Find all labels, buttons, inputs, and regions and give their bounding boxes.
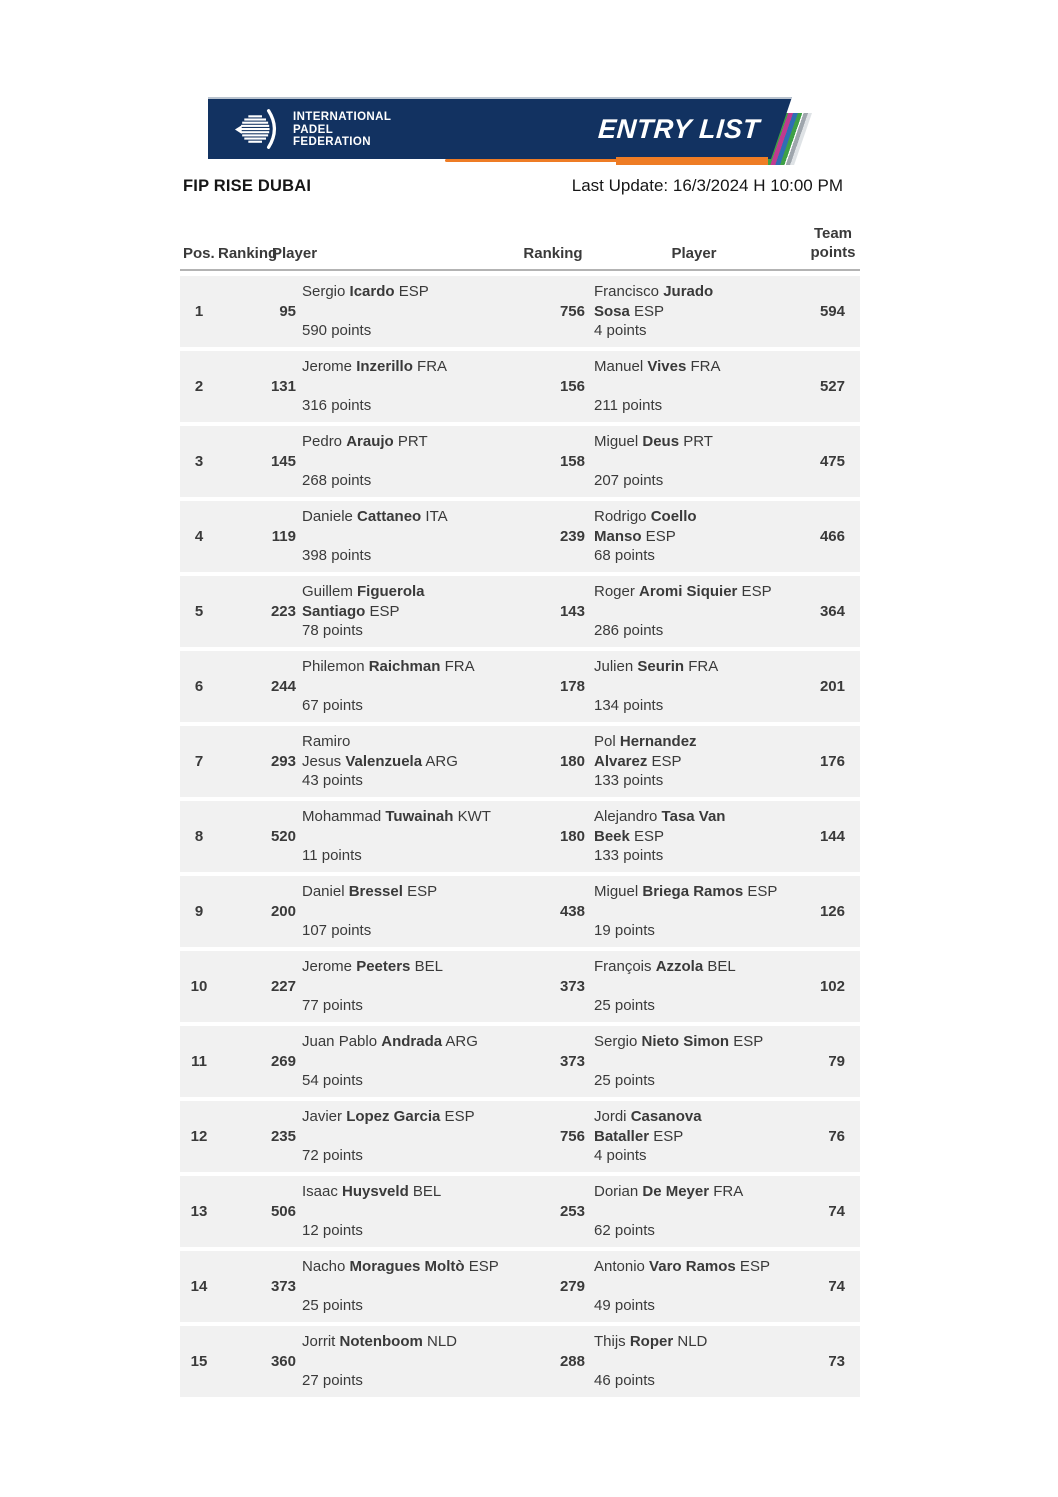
ranking-cell-1: 373 [270, 1278, 296, 1295]
header-banner [208, 97, 818, 169]
ranking-cell-2: 756 [559, 303, 585, 320]
player-cell-2 [588, 876, 800, 947]
player-name-line: Sergio Icardo ESP [302, 283, 429, 300]
team-points-cell: 74 [828, 1203, 845, 1220]
ranking-cell-2: 178 [559, 678, 585, 695]
player-name-1 [302, 657, 514, 677]
player-name-line: Miguel Briega Ramos ESP [594, 883, 778, 900]
ipf-logo-text [293, 111, 391, 149]
player-name-2 [594, 732, 796, 772]
column-header-pos: Pos. [183, 245, 215, 262]
ranking-cell-1: 235 [270, 1128, 296, 1145]
player-name-line: Jesus Valenzuela ARG [302, 753, 458, 770]
ranking-cell-2: 373 [559, 978, 585, 995]
player-cell-2 [588, 576, 800, 647]
player-cell-1 [296, 1026, 518, 1097]
column-header-ranking1: Ranking [218, 245, 278, 262]
player-name-line: Ramiro [302, 733, 351, 750]
player-name-line: Philemon Raichman FRA [302, 658, 475, 675]
player-points-1: 78 points [302, 622, 363, 639]
player-points-1: 25 points [302, 1297, 363, 1314]
table-row [180, 876, 860, 947]
player-name-2 [594, 582, 796, 602]
player-name-line: Julien Seurin FRA [594, 658, 719, 675]
team-points-cell: 201 [819, 678, 845, 695]
player-cell-1 [296, 951, 518, 1022]
player-name-2 [594, 1107, 796, 1147]
player-name-line: François Azzola BEL [594, 958, 736, 975]
player-points-1: 54 points [302, 1072, 363, 1089]
table-row [180, 801, 860, 872]
player-cell-2 [588, 1176, 800, 1247]
player-points-1: 107 points [302, 922, 372, 939]
player-cell-2 [588, 1026, 800, 1097]
player-points-2: 133 points [594, 847, 664, 864]
player-cell-2 [588, 1101, 800, 1172]
player-points-1: 590 points [302, 322, 372, 339]
player-name-1 [302, 882, 514, 902]
team-points-cell: 73 [828, 1353, 845, 1370]
player-cell-1 [296, 576, 518, 647]
player-name-2 [594, 1257, 796, 1277]
team-points-cell: 144 [819, 828, 845, 845]
position-cell: 6 [194, 678, 204, 695]
ranking-cell-2: 158 [559, 453, 585, 470]
player-points-2: 134 points [594, 697, 664, 714]
position-cell: 10 [190, 978, 208, 995]
team-points-cell: 126 [819, 903, 845, 920]
player-cell-1 [296, 1326, 518, 1397]
position-cell: 8 [194, 828, 204, 845]
table-header-row [180, 224, 860, 271]
table-row [180, 1026, 860, 1097]
player-name-line: Juan Pablo Andrada ARG [302, 1033, 478, 1050]
table-row [180, 276, 860, 347]
player-name-1 [302, 357, 514, 377]
player-name-line: Isaac Huysveld BEL [302, 1183, 442, 1200]
table-row [180, 726, 860, 797]
ranking-cell-2: 279 [559, 1278, 585, 1295]
table-row [180, 651, 860, 722]
player-name-2 [594, 1332, 796, 1352]
ipf-logo [234, 105, 391, 155]
ranking-cell-1: 269 [270, 1053, 296, 1070]
player-points-1: 77 points [302, 997, 363, 1014]
ranking-cell-1: 119 [271, 528, 296, 545]
player-name-1 [302, 282, 514, 302]
player-cell-1 [296, 276, 518, 347]
position-cell: 11 [191, 1053, 207, 1070]
logo-line-1: INTERNATIONAL [293, 111, 392, 124]
ranking-cell-2: 288 [559, 1353, 585, 1370]
player-name-line: Bataller ESP [594, 1128, 684, 1145]
ranking-cell-2: 438 [559, 903, 585, 920]
banner-underline-thick [616, 157, 768, 165]
player-name-line: Alvarez ESP [594, 753, 682, 770]
team-points-cell: 527 [819, 378, 845, 395]
position-cell: 14 [190, 1278, 208, 1295]
team-points-cell: 364 [819, 603, 845, 620]
player-name-2 [594, 1182, 796, 1202]
player-name-1 [302, 1332, 514, 1352]
player-points-2: 46 points [594, 1372, 655, 1389]
column-header-team-points: Team points [810, 225, 856, 261]
player-name-2 [594, 507, 796, 547]
entry-list-label: ENTRY LIST [597, 114, 761, 144]
ranking-cell-1: 223 [270, 603, 296, 620]
team-points-cell: 475 [819, 453, 845, 470]
player-points-2: 4 points [594, 322, 647, 339]
player-name-1 [302, 957, 514, 977]
team-points-cell: 79 [828, 1053, 845, 1070]
player-name-line: Roger Aromi Siquier ESP [594, 583, 772, 600]
ranking-cell-2: 180 [559, 828, 585, 845]
player-points-2: 4 points [594, 1147, 647, 1164]
player-points-1: 11 points [302, 847, 362, 864]
ranking-cell-2: 373 [559, 1053, 585, 1070]
logo-line-3: FEDERATION [293, 136, 371, 149]
player-name-2 [594, 357, 796, 377]
ranking-cell-1: 200 [270, 903, 296, 920]
player-name-line: Dorian De Meyer FRA [594, 1183, 744, 1200]
player-points-2: 211 points [594, 397, 663, 414]
player-name-line: Jordi Casanova [594, 1108, 702, 1125]
player-cell-1 [296, 1251, 518, 1322]
table-row [180, 951, 860, 1022]
table-row [180, 501, 860, 572]
padel-ball-icon [234, 105, 284, 155]
player-cell-1 [296, 351, 518, 422]
entry-table [180, 224, 860, 1401]
team-points-cell: 76 [828, 1128, 845, 1145]
banner-underline-thin [445, 159, 618, 162]
player-points-2: 133 points [594, 772, 664, 789]
ranking-cell-2: 143 [559, 603, 585, 620]
player-cell-1 [296, 1101, 518, 1172]
table-row [180, 351, 860, 422]
player-name-line: Javier Lopez Garcia ESP [302, 1108, 475, 1125]
player-name-line: Alejandro Tasa Van [594, 808, 726, 825]
player-points-2: 25 points [594, 997, 655, 1014]
player-name-line: Daniele Cattaneo ITA [302, 508, 448, 525]
ranking-cell-2: 156 [559, 378, 585, 395]
player-name-1 [302, 807, 514, 827]
ranking-cell-1: 131 [270, 378, 296, 395]
position-cell: 2 [194, 378, 204, 395]
team-points-cell: 176 [819, 753, 845, 770]
ranking-cell-2: 180 [559, 753, 585, 770]
player-points-1: 67 points [302, 697, 363, 714]
ranking-cell-1: 506 [270, 1203, 296, 1220]
ranking-cell-2: 756 [559, 1128, 585, 1145]
player-name-2 [594, 957, 796, 977]
position-cell: 13 [190, 1203, 208, 1220]
ranking-cell-1: 293 [270, 753, 296, 770]
position-cell: 9 [194, 903, 204, 920]
player-points-2: 62 points [594, 1222, 655, 1239]
player-cell-2 [588, 501, 800, 572]
player-name-line: Sergio Nieto Simon ESP [594, 1033, 764, 1050]
ranking-cell-1: 227 [270, 978, 296, 995]
player-name-1 [302, 1182, 514, 1202]
position-cell: 3 [194, 453, 204, 470]
player-name-1 [302, 582, 514, 622]
player-name-line: Jorrit Notenboom NLD [302, 1333, 458, 1350]
player-name-line: Rodrigo Coello [594, 508, 697, 525]
player-cell-2 [588, 1251, 800, 1322]
position-cell: 4 [194, 528, 204, 545]
player-points-1: 43 points [302, 772, 363, 789]
table-row [180, 576, 860, 647]
player-points-2: 49 points [594, 1297, 655, 1314]
player-name-line: Manso ESP [594, 528, 676, 545]
column-header-player1: Player [272, 245, 318, 262]
player-cell-1 [296, 726, 518, 797]
column-header-player2: Player [671, 245, 717, 262]
player-cell-2 [588, 351, 800, 422]
position-cell: 12 [190, 1128, 208, 1145]
column-header-ranking2: Ranking [523, 245, 583, 262]
player-name-line: Manuel Vives FRA [594, 358, 721, 375]
ranking-cell-1: 520 [270, 828, 296, 845]
table-row [180, 1176, 860, 1247]
position-cell: 7 [194, 753, 204, 770]
player-name-line: Daniel Bressel ESP [302, 883, 438, 900]
ranking-cell-2: 239 [559, 528, 585, 545]
player-name-line: Guillem Figuerola [302, 583, 425, 600]
player-points-1: 12 points [302, 1222, 363, 1239]
logo-line-2: PADEL [293, 123, 334, 136]
player-cell-2 [588, 651, 800, 722]
player-points-1: 398 points [302, 547, 372, 564]
player-name-line: Thijs Roper NLD [594, 1333, 708, 1350]
position-cell: 5 [194, 603, 204, 620]
player-name-1 [302, 507, 514, 527]
position-cell: 15 [190, 1353, 208, 1370]
player-name-1 [302, 1032, 514, 1052]
player-points-1: 316 points [302, 397, 372, 414]
table-row [180, 1251, 860, 1322]
player-cell-1 [296, 1176, 518, 1247]
player-name-line: Sosa ESP [594, 303, 665, 320]
table-row [180, 1101, 860, 1172]
player-cell-2 [588, 951, 800, 1022]
player-name-line: Jerome Inzerillo FRA [302, 358, 448, 375]
team-points-cell: 102 [819, 978, 845, 995]
player-cell-2 [588, 426, 800, 497]
player-points-2: 286 points [594, 622, 664, 639]
event-title: FIP RISE DUBAI [183, 177, 312, 195]
team-points-cell: 74 [828, 1278, 845, 1295]
player-name-2 [594, 657, 796, 677]
player-name-1 [302, 1107, 514, 1127]
player-points-2: 68 points [594, 547, 655, 564]
player-name-line: Antonio Varo Ramos ESP [594, 1258, 770, 1275]
player-name-2 [594, 1032, 796, 1052]
player-name-line: Pedro Araujo PRT [302, 433, 428, 450]
player-points-2: 25 points [594, 1072, 655, 1089]
ranking-cell-1: 360 [270, 1353, 296, 1370]
ranking-cell-1: 244 [270, 678, 296, 695]
player-cell-2 [588, 801, 800, 872]
player-points-1: 27 points [302, 1372, 363, 1389]
player-points-2: 207 points [594, 472, 664, 489]
player-name-line: Beek ESP [594, 828, 665, 845]
player-name-line: Pol Hernandez [594, 733, 697, 750]
player-name-2 [594, 282, 796, 322]
player-cell-1 [296, 501, 518, 572]
player-name-2 [594, 807, 796, 847]
player-cell-1 [296, 801, 518, 872]
player-name-line: Santiago ESP [302, 603, 400, 620]
entry-table-body [180, 276, 860, 1397]
player-points-1: 268 points [302, 472, 372, 489]
ranking-cell-2: 253 [559, 1203, 585, 1220]
ranking-cell-1: 95 [279, 303, 296, 320]
player-name-1 [302, 732, 514, 772]
player-cell-2 [588, 726, 800, 797]
player-name-line: Mohammad Tuwainah KWT [302, 808, 491, 825]
player-name-line: Jerome Peeters BEL [302, 958, 443, 975]
player-points-2: 19 points [594, 922, 655, 939]
player-name-line: Nacho Moragues Moltò ESP [302, 1258, 499, 1275]
player-name-1 [302, 432, 514, 452]
team-points-cell: 594 [819, 303, 845, 320]
player-cell-2 [588, 1326, 800, 1397]
player-cell-1 [296, 651, 518, 722]
player-name-line: Miguel Deus PRT [594, 433, 713, 450]
last-update-text: Last Update: 16/3/2024 H 10:00 PM [571, 176, 843, 195]
table-row [180, 426, 860, 497]
table-row [180, 1326, 860, 1397]
ranking-cell-1: 145 [270, 453, 296, 470]
player-cell-1 [296, 876, 518, 947]
player-name-2 [594, 882, 796, 902]
player-cell-2 [588, 276, 800, 347]
team-points-cell: 466 [819, 528, 845, 545]
position-cell: 1 [194, 303, 204, 320]
player-cell-1 [296, 426, 518, 497]
player-points-1: 72 points [302, 1147, 363, 1164]
player-name-1 [302, 1257, 514, 1277]
player-name-line: Francisco Jurado [594, 283, 714, 300]
player-name-2 [594, 432, 796, 452]
